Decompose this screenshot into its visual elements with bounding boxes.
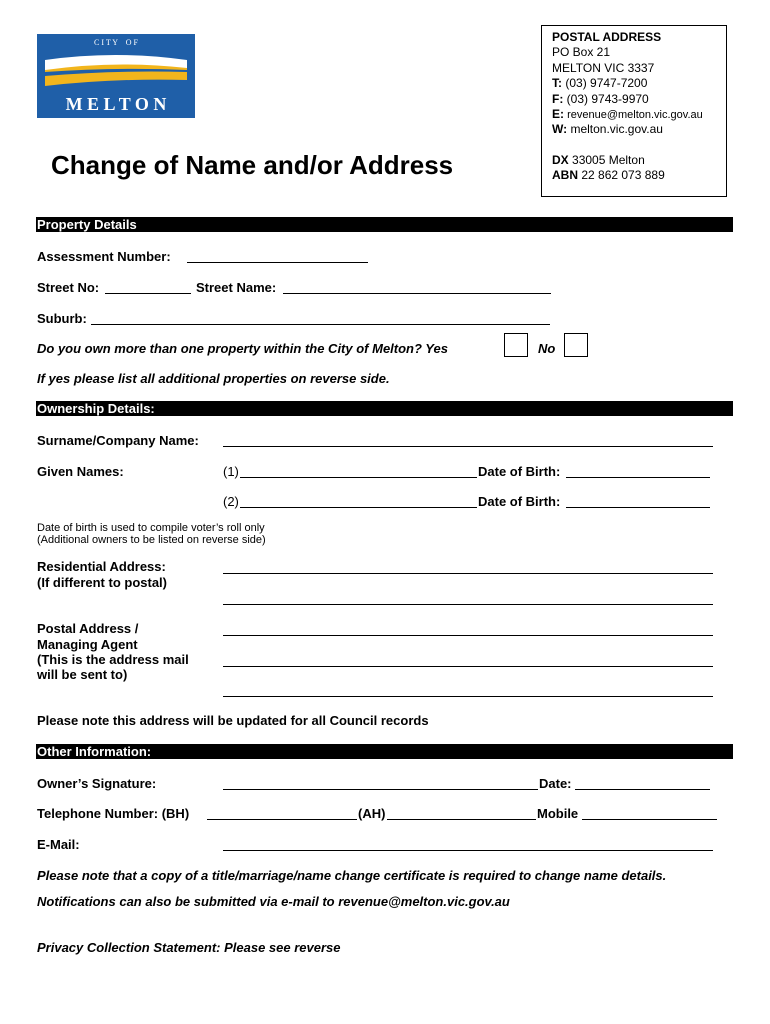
no-checkbox[interactable] — [564, 333, 588, 357]
city-of-melton-logo — [37, 34, 195, 118]
postal-address-note-2: will be sent to) — [37, 667, 128, 682]
owner-signature-label: Owner’s Signature: — [37, 776, 157, 791]
section-ownership-details: Ownership Details: — [36, 401, 733, 416]
postal-dx: DX 33005 Melton — [552, 153, 645, 167]
mobile-label: Mobile — [537, 806, 579, 821]
postal-address-box — [541, 25, 727, 197]
if-yes-instruction: If yes please list all additional properties on reverse side. — [37, 371, 390, 386]
postal-po-box: PO Box 21 — [552, 45, 611, 59]
given-name-1-number: (1) — [223, 464, 239, 479]
street-name-field[interactable] — [283, 293, 551, 294]
residential-address-sublabel: (If different to postal) — [37, 575, 167, 590]
residential-address-line-2[interactable] — [223, 604, 713, 605]
postal-email: E: revenue@melton.vic.gov.au — [552, 107, 703, 121]
notifications-note: Notifications can also be submitted via e-mail to revenue@melton.vic.gov.au — [37, 894, 510, 909]
assessment-number-field[interactable] — [187, 262, 368, 263]
postal-heading: POSTAL ADDRESS — [552, 30, 662, 44]
email-label: E-Mail: — [37, 837, 80, 852]
postal-phone: T: (03) 9747-7200 — [552, 76, 648, 90]
signature-date-label: Date: — [539, 776, 572, 791]
residential-address-label: Residential Address: — [37, 559, 166, 574]
telephone-bh-label: Telephone Number: (BH) — [37, 806, 190, 821]
telephone-bh-field[interactable] — [207, 819, 357, 820]
dob-2-field[interactable] — [566, 507, 710, 508]
street-name-label: Street Name: — [196, 280, 277, 295]
given-name-2-number: (2) — [223, 494, 239, 509]
postal-address-note-1: (This is the address mail — [37, 652, 189, 667]
email-field[interactable] — [223, 850, 713, 851]
no-label: No — [538, 341, 556, 356]
managing-agent-label: Managing Agent — [37, 637, 138, 652]
dob-2-label: Date of Birth: — [478, 494, 561, 509]
postal-city: MELTON VIC 3337 — [552, 61, 655, 75]
additional-owners-note: (Additional owners to be listed on reverse side) — [37, 534, 266, 546]
postal-address-line-3[interactable] — [223, 696, 713, 697]
postal-address-line-1[interactable] — [223, 635, 713, 636]
logo-city-of-text: C I T Y O F — [93, 38, 138, 47]
signature-date-field[interactable] — [575, 789, 710, 790]
postal-address-label: Postal Address / — [37, 621, 139, 636]
surname-field[interactable] — [223, 446, 713, 447]
given-names-label: Given Names: — [37, 464, 124, 479]
suburb-label: Suburb: — [37, 311, 87, 326]
postal-abn: ABN 22 862 073 889 — [552, 168, 665, 182]
telephone-ah-label: (AH) — [358, 806, 386, 821]
certificate-note: Please note that a copy of a title/marriage/name change certificate is required to change name details. — [37, 868, 667, 883]
section-other-information: Other Information: — [36, 744, 733, 759]
dob-note: Date of birth is used to compile voter’s roll only — [37, 522, 265, 534]
section-property-details: Property Details — [36, 217, 733, 232]
mobile-field[interactable] — [582, 819, 717, 820]
surname-label: Surname/Company Name: — [37, 433, 199, 448]
street-no-field[interactable] — [105, 293, 191, 294]
postal-web: W: melton.vic.gov.au — [552, 122, 663, 136]
street-no-label: Street No: — [37, 280, 100, 295]
logo-melton-text: M E L T O N — [65, 94, 167, 114]
multiple-property-question: Do you own more than one property within the City of Melton? Yes — [37, 341, 448, 356]
dob-1-field[interactable] — [566, 477, 710, 478]
address-update-note: Please note this address will be updated for all Council records — [37, 713, 429, 728]
owner-signature-field[interactable] — [223, 789, 538, 790]
assessment-number-label: Assessment Number: — [37, 249, 171, 264]
telephone-ah-field[interactable] — [387, 819, 536, 820]
postal-fax: F: (03) 9743-9970 — [552, 92, 649, 106]
logo-landscape-graphic — [45, 50, 187, 90]
dob-1-label: Date of Birth: — [478, 464, 561, 479]
suburb-field[interactable] — [91, 324, 550, 325]
yes-checkbox[interactable] — [504, 333, 528, 357]
privacy-statement: Privacy Collection Statement: Please see reverse — [37, 940, 341, 955]
postal-address-line-2[interactable] — [223, 666, 713, 667]
given-name-1-field[interactable] — [240, 477, 477, 478]
given-name-2-field[interactable] — [240, 507, 477, 508]
page-title: Change of Name and/or Address — [51, 150, 454, 180]
residential-address-line-1[interactable] — [223, 573, 713, 574]
